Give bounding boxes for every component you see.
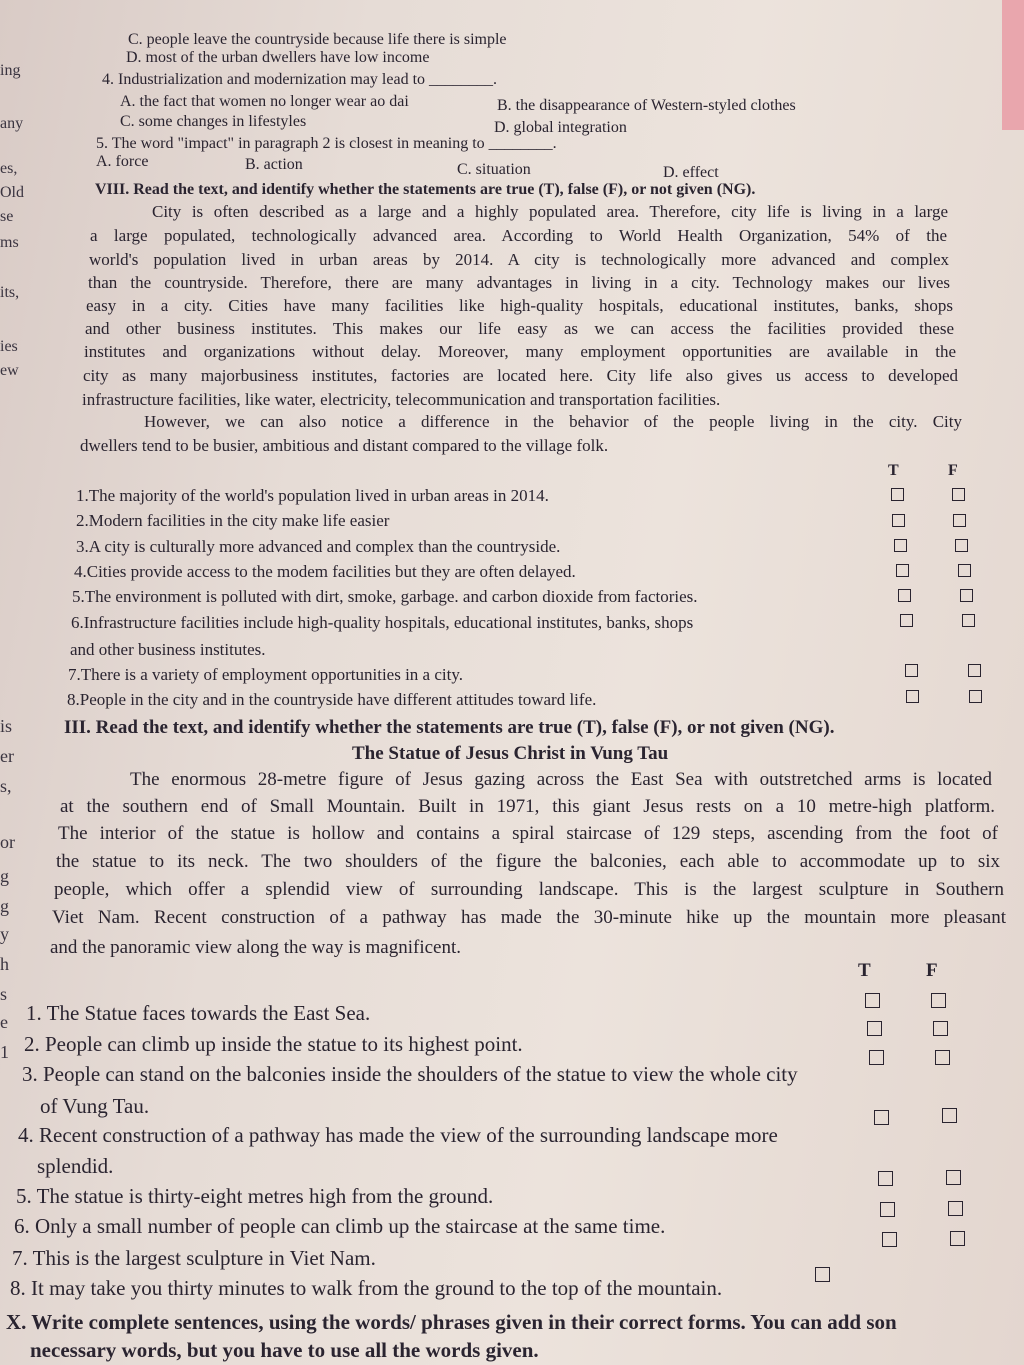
section8-statement: 8.People in the city and in the countryside have different attitudes toward life. — [67, 690, 597, 709]
margin-fragment: ies — [0, 338, 18, 355]
q3-option-c: C. people leave the countryside because life there is simple — [128, 31, 507, 48]
section3-paragraph-line: people, which offer a splendid view of surrounding landscape. This is the largest sculpture in Southern — [54, 879, 1004, 900]
margin-fragment: its, — [0, 284, 20, 301]
section8-paragraph-line: than the countryside. Therefore, there are many advantages in living in a city. Technology makes our lives — [88, 273, 950, 292]
section8-paragraph-line: a large populated, technologically advanced area. According to World Health Organization, 54% of the — [90, 226, 947, 245]
section8-paragraph-line: infrastructure facilities, like water, electricity, telecommunication and transportation facilities. — [82, 390, 721, 409]
margin-fragment: y — [0, 924, 9, 944]
section3-statement: 2. People can climb up inside the statue to its highest point. — [24, 1032, 523, 1056]
section8-statement: 1.The majority of the world's population lived in urban areas in 2014. — [76, 486, 549, 505]
section8-paragraph-line: world's population lived in urban areas by 2014. A city is technologically more advanced and complex — [89, 250, 949, 269]
s3-q4-true-checkbox[interactable] — [874, 1110, 889, 1125]
q5-option-d: D. effect — [663, 164, 719, 181]
s8-q1-true-checkbox[interactable] — [891, 488, 904, 501]
section8-paragraph-line: easy in a city. Cities have many facilities like high-quality hospitals, educational institutes, banks, shops — [86, 296, 953, 315]
s3-q3-true-checkbox[interactable] — [869, 1050, 884, 1065]
s3-q6-true-checkbox[interactable] — [880, 1202, 895, 1217]
section8-statement: 6.Infrastructure facilities include high-quality hospitals, educational institutes, banks, shops — [71, 613, 694, 632]
margin-fragment: Old — [0, 184, 24, 201]
margin-fragment: ing — [0, 62, 21, 79]
margin-fragment: or — [0, 832, 15, 852]
section3-paragraph-line: The enormous 28-metre figure of Jesus gazing across the East Sea with outstretched arms is located — [130, 769, 992, 790]
s3-q3-false-checkbox[interactable] — [935, 1050, 950, 1065]
margin-fragment: ew — [0, 362, 19, 379]
margin-fragment: 1 — [0, 1042, 9, 1062]
section3-statement: 1. The Statue faces towards the East Sea. — [26, 1001, 371, 1025]
s8-q2-true-checkbox[interactable] — [892, 514, 905, 527]
section8-paragraph-line: However, we can also notice a difference in the behavior of the people living in the city. City — [144, 412, 962, 431]
section3-statement: 5. The statue is thirty-eight metres high from the ground. — [16, 1184, 494, 1208]
section3-statement: 8. It may take you thirty minutes to walk from the ground to the top of the mountain. — [10, 1276, 723, 1300]
margin-fragment: g — [0, 866, 9, 886]
s8-q6-true-checkbox[interactable] — [900, 614, 913, 627]
margin-fragment: es, — [0, 160, 18, 177]
margin-fragment: is — [0, 716, 13, 736]
section3-paragraph-line: The interior of the statue is hollow and contains a spiral staircase of 129 steps, ascending from the foot of — [58, 823, 998, 844]
s8-q3-false-checkbox[interactable] — [955, 539, 968, 552]
page-edge — [1002, 0, 1024, 130]
q4-stem: 4. Industrialization and modernization may lead to ________. — [102, 71, 498, 88]
s8-q7-true-checkbox[interactable] — [905, 664, 918, 677]
section8-paragraph-line: institutes and organizations without delay. Moreover, many employment opportunities are available in the — [84, 342, 956, 361]
section3-statement: splendid. — [37, 1154, 114, 1178]
section3-statement: 4. Recent construction of a pathway has made the view of the surrounding landscape more — [18, 1123, 778, 1147]
left-margin — [0, 0, 40, 1365]
s8-q8-false-checkbox[interactable] — [969, 690, 982, 703]
q5-stem: 5. The word "impact" in paragraph 2 is closest in meaning to ________. — [96, 135, 557, 152]
q5-option-a: A. force — [96, 153, 149, 170]
s3-q7-false-checkbox[interactable] — [950, 1231, 965, 1246]
q3-option-d: D. most of the urban dwellers have low income — [126, 49, 430, 66]
section8-false-header: F — [948, 462, 958, 479]
section8-statement: 4.Cities provide access to the modem facilities but they are often delayed. — [74, 562, 576, 581]
q4-option-c: C. some changes in lifestyles — [120, 113, 307, 130]
s3-q2-true-checkbox[interactable] — [867, 1021, 882, 1036]
section8-paragraph-line: and other business institutes. This makes our life easy as we can access the facilities provided these — [85, 319, 954, 338]
section8-paragraph-line: City is often described as a large and a highly populated area. Therefore, city life is living in a large — [152, 202, 948, 221]
section3-statement: 3. People can stand on the balconies inside the shoulders of the statue to view the whole city — [22, 1062, 798, 1086]
q4-option-b: B. the disappearance of Western-styled clothes — [497, 97, 796, 114]
s3-q8-true-checkbox[interactable] — [815, 1267, 830, 1282]
section8-statement: 5.The environment is polluted with dirt, smoke, garbage. and carbon dioxide from factories. — [72, 587, 698, 606]
margin-fragment: ms — [0, 234, 19, 251]
section8-statement: 2.Modern facilities in the city make life easier — [76, 511, 390, 530]
s8-q1-false-checkbox[interactable] — [952, 488, 965, 501]
s8-q5-true-checkbox[interactable] — [898, 589, 911, 602]
s8-q6-false-checkbox[interactable] — [962, 614, 975, 627]
s3-q4-false-checkbox[interactable] — [942, 1108, 957, 1123]
q4-option-a: A. the fact that women no longer wear ao dai — [120, 93, 409, 110]
section8-statement: 3.A city is culturally more advanced and complex than the countryside. — [76, 537, 561, 556]
s8-q4-false-checkbox[interactable] — [958, 564, 971, 577]
section8-statement: and other business institutes. — [70, 640, 266, 659]
margin-fragment: er — [0, 746, 14, 766]
section3-heading: III. Read the text, and identify whether the statements are true (T), false (F), or not given (NG). — [64, 717, 835, 738]
section8-statement: 7.There is a variety of employment opportunities in a city. — [68, 665, 463, 684]
section10-heading: X. Write complete sentences, using the words/ phrases given in their correct forms. You can add son — [6, 1310, 897, 1334]
section3-statement: of Vung Tau. — [40, 1094, 150, 1118]
margin-fragment: g — [0, 896, 9, 916]
margin-fragment: any — [0, 115, 24, 132]
section3-statement: 7. This is the largest sculpture in Viet Nam. — [12, 1246, 376, 1270]
section10-subheading: necessary words, but you have to use all the words given. — [30, 1338, 539, 1362]
margin-fragment: s — [0, 984, 8, 1004]
section3-false-header: F — [926, 960, 938, 981]
section8-paragraph-line: city as many majorbusiness institutes, factories are located here. City life also gives us access to developed — [83, 366, 958, 385]
s8-q4-true-checkbox[interactable] — [896, 564, 909, 577]
s8-q7-false-checkbox[interactable] — [968, 664, 981, 677]
s3-q5-false-checkbox[interactable] — [946, 1170, 961, 1185]
s8-q2-false-checkbox[interactable] — [953, 514, 966, 527]
q5-option-c: C. situation — [457, 161, 531, 178]
margin-fragment: h — [0, 954, 9, 974]
section3-paragraph-line: at the southern end of Small Mountain. Built in 1971, this giant Jesus rests on a 10 metre-high platform. — [60, 796, 995, 817]
section8-true-header: T — [888, 462, 899, 479]
s3-q5-true-checkbox[interactable] — [878, 1171, 893, 1186]
s8-q3-true-checkbox[interactable] — [894, 539, 907, 552]
s3-q7-true-checkbox[interactable] — [882, 1232, 897, 1247]
margin-fragment: e — [0, 1012, 8, 1032]
section8-paragraph-line: dwellers tend to be busier, ambitious and distant compared to the village folk. — [80, 436, 609, 455]
margin-fragment: se — [0, 208, 14, 225]
section3-title: The Statue of Jesus Christ in Vung Tau — [352, 743, 669, 764]
s8-q5-false-checkbox[interactable] — [960, 589, 973, 602]
s3-q1-false-checkbox[interactable] — [931, 993, 946, 1008]
margin-fragment: s, — [0, 776, 12, 796]
s3-q6-false-checkbox[interactable] — [948, 1201, 963, 1216]
q5-option-b: B. action — [245, 156, 303, 173]
section3-statement: 6. Only a small number of people can climb up the staircase at the same time. — [14, 1214, 666, 1238]
section3-paragraph-line: and the panoramic view along the way is magnificent. — [50, 937, 462, 958]
section3-paragraph-line: Viet Nam. Recent construction of a pathway has made the 30-minute hike up the mountain more pleasant — [52, 907, 1006, 928]
s3-q2-false-checkbox[interactable] — [933, 1021, 948, 1036]
section3-paragraph-line: the statue to its neck. The two shoulders of the figure the balconies, each able to accommodate up to six — [56, 851, 1000, 872]
s3-q1-true-checkbox[interactable] — [865, 993, 880, 1008]
section3-true-header: T — [858, 960, 871, 981]
section8-heading: VIII. Read the text, and identify whether the statements are true (T), false (F), or not given (NG). — [95, 181, 756, 198]
s8-q8-true-checkbox[interactable] — [906, 690, 919, 703]
q4-option-d: D. global integration — [494, 119, 627, 136]
